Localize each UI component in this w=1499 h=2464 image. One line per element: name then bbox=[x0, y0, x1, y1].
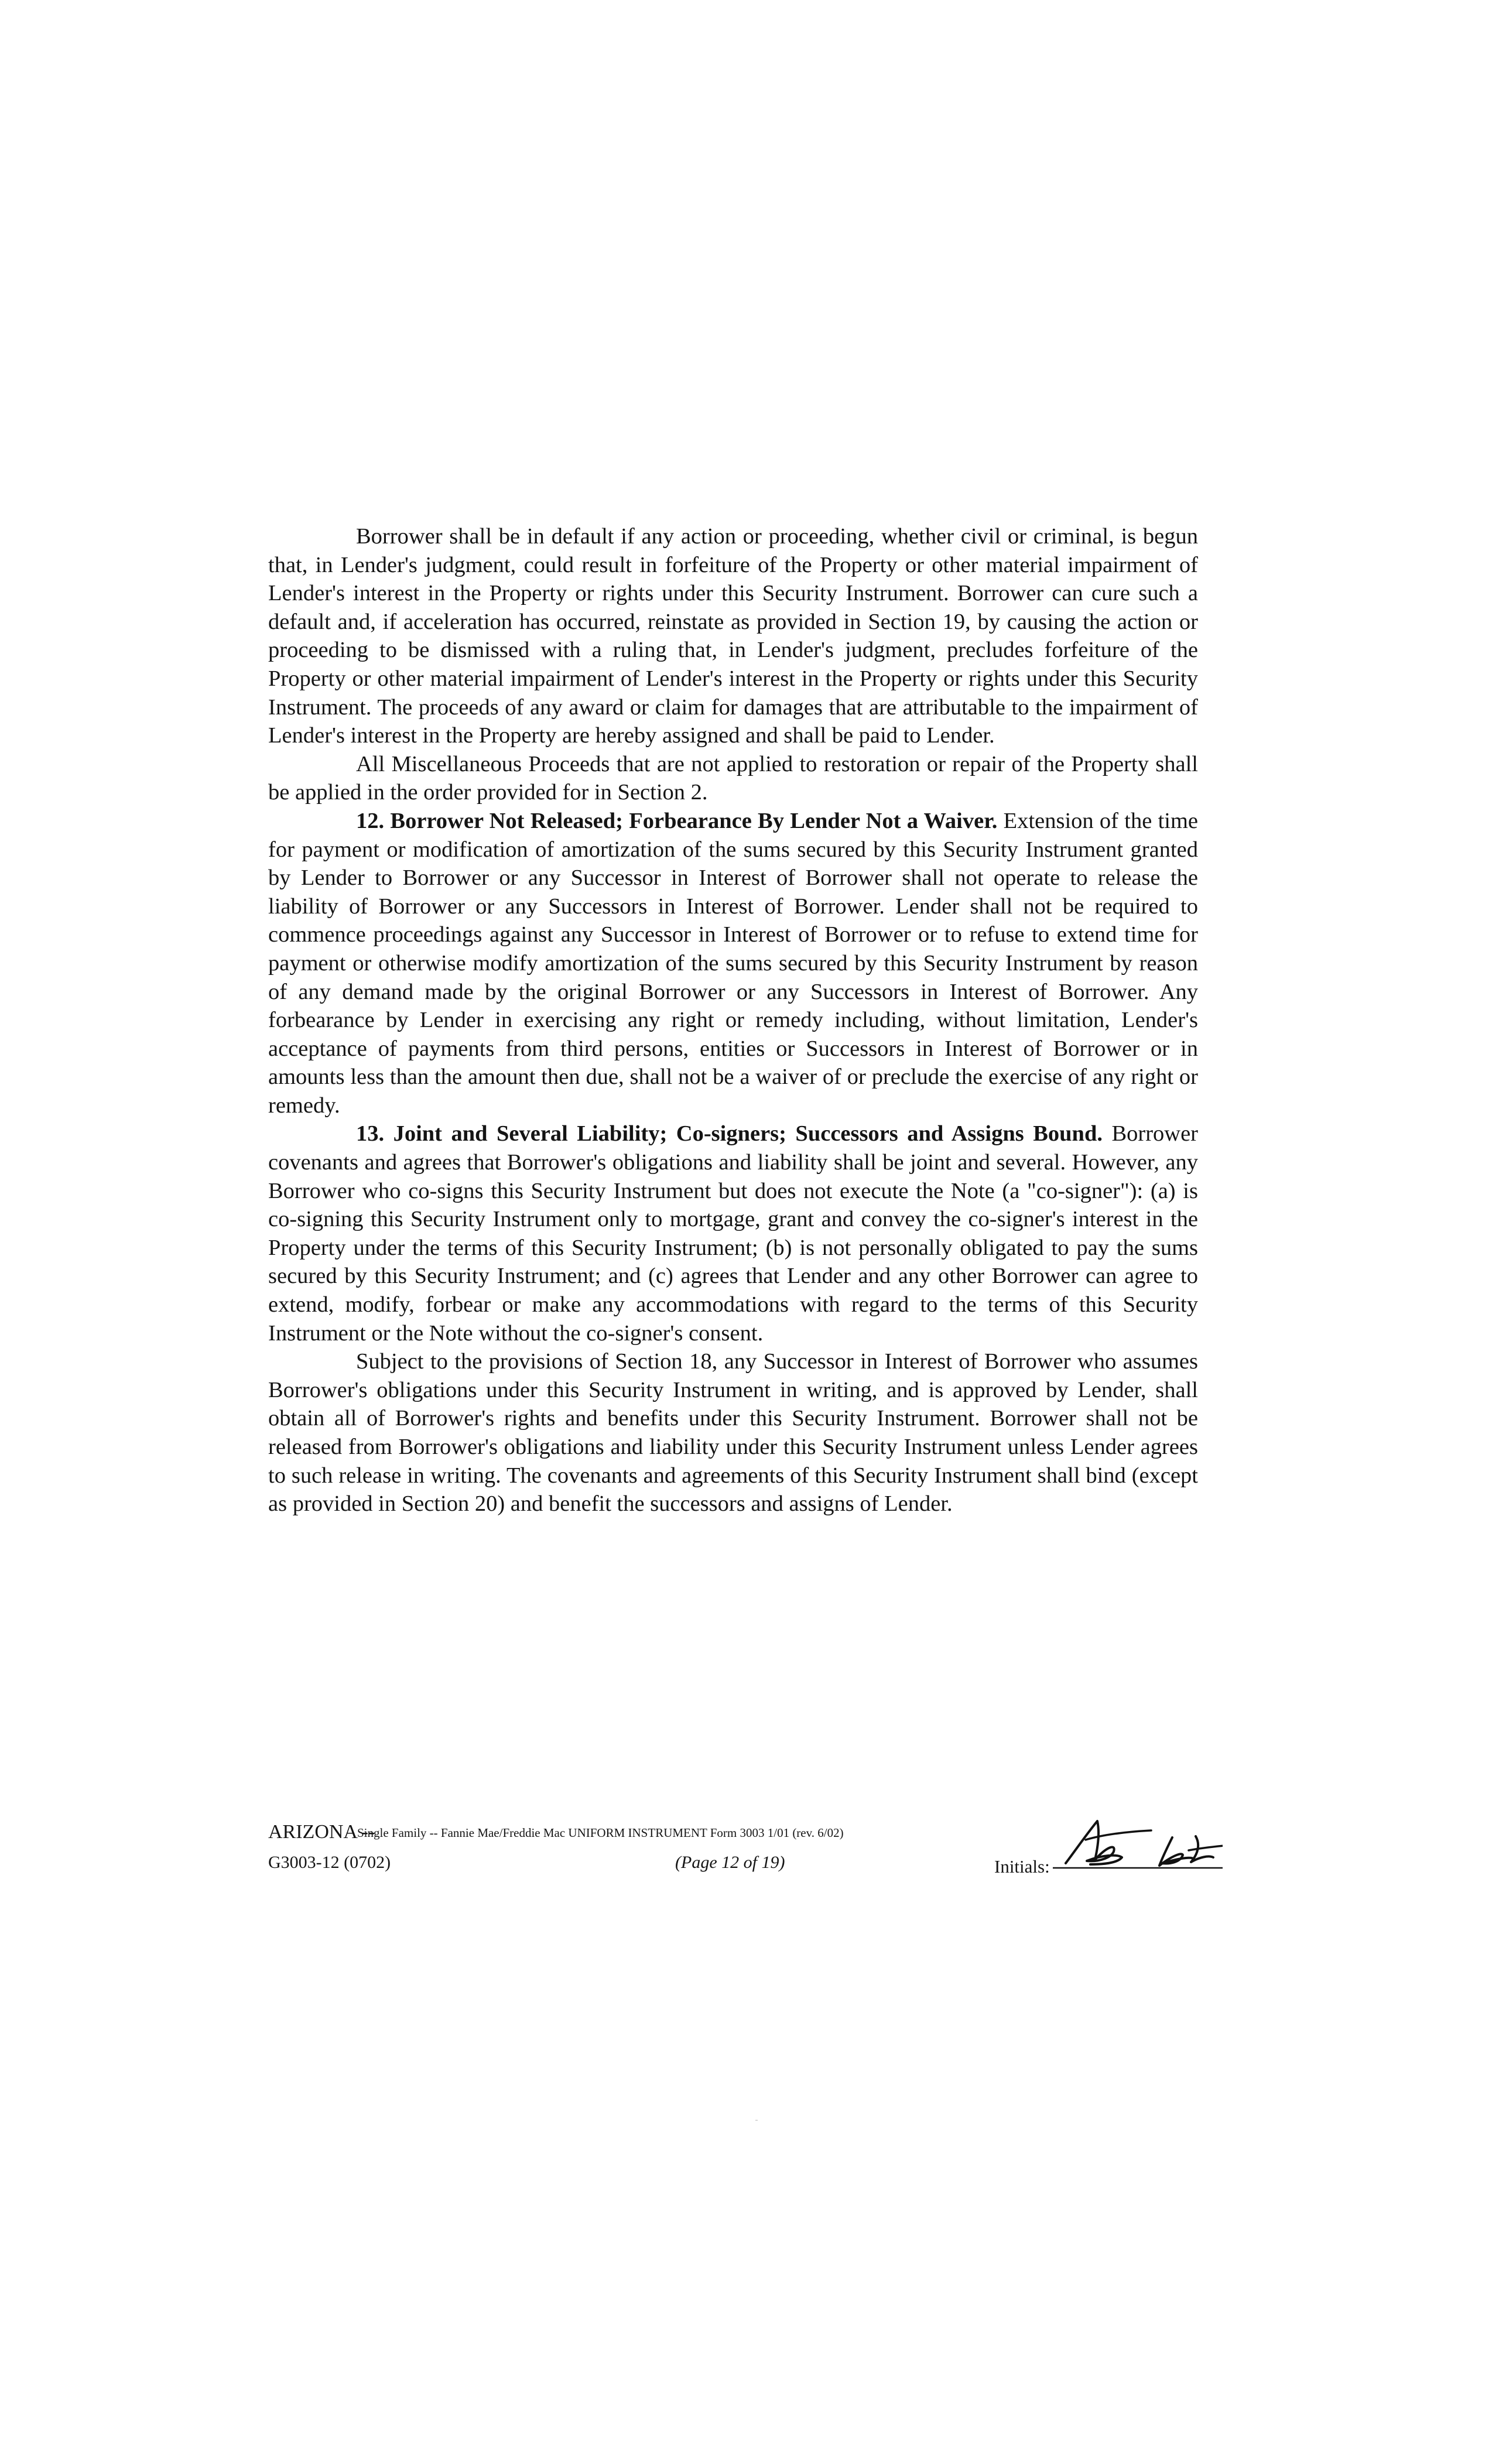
scan-speck bbox=[755, 2120, 758, 2121]
paragraph-successors bbox=[268, 1347, 1198, 1518]
page-footer bbox=[268, 1821, 1234, 1885]
initials-signature bbox=[1053, 1814, 1223, 1878]
footer-state: ARIZONA -- bbox=[268, 1821, 375, 1843]
paragraph-text: Subject to the provisions of Section 18, any Successor in Interest of Borrower who assumes Borrower's obligations under this Security Instrument in writing, and is approved by Lender, shall obtain all of Borrower's rights and benefits under this Security Instrument. Borrower shall not be released from Borrower's obligations and liability under this Security Instrument unless Lender agrees to such release in writing. The covenants and agreements of this Security Instrument shall bind (except as provided in Section 20) and benefit the successors and assigns of Lender. bbox=[268, 1349, 1198, 1517]
paragraph-default-cure bbox=[268, 522, 1198, 750]
paragraph-section-12 bbox=[268, 807, 1198, 1120]
paragraph-text: Borrower shall be in default if any action or proceeding, whether civil or criminal, is begun that, in Lender's judgment, could result in forfeiture of the Property or other material impairment of Lender's interest in the Property or rights under this Security Instrument. Borrower can cure such a default and, if acceleration has occurred, reinstate as provided in Section 19, by causing the action or proceeding to be dismissed with a ruling that, in Lender's judgment, precludes forfeiture of the Property or other material impairment of Lender's interest in the Property or rights under this Security Instrument. The proceeds of any award or claim for damages that are attributable to the impairment of Lender's interest in the Property are hereby assigned and shall be paid to Lender. bbox=[268, 524, 1198, 748]
paragraph-section-13 bbox=[268, 1120, 1198, 1347]
footer-page-number: (Page 12 of 19) bbox=[675, 1853, 785, 1872]
section-13-heading: 13. Joint and Several Liability; Co-signers; Successors and Assigns Bound. bbox=[356, 1121, 1103, 1147]
footer-form-line: Single Family -- Fannie Mae/Freddie Mac UNIFORM INSTRUMENT Form 3003 1/01 (rev. 6/02) bbox=[357, 1826, 844, 1840]
paragraph-text: All Miscellaneous Proceeds that are not applied to restoration or repair of the Property shall be applied in the order provided for in Section 2. bbox=[268, 751, 1198, 805]
paragraph-miscellaneous-proceeds bbox=[268, 750, 1198, 807]
initials-label: Initials: bbox=[994, 1856, 1050, 1877]
section-12-heading: 12. Borrower Not Released; Forbearance By Lender Not a Waiver. bbox=[356, 808, 998, 833]
paragraph-text: Extension of the time for payment or modification of amortization of the sums secured by this Security Instrument granted by Lender to Borrower or any Successor in Interest of Borrower shall not operate to release the liability of Borrower or any Successors in Interest of Borrower. Lender shall not be required to commence proceedings against any Successor in Interest of Borrower or to refuse to extend time for payment or otherwise modify amortization of the sums secured by this Security Instrument by reason of any demand made by the original Borrower or any Successors in Interest of Borrower. Any forbearance by Lender in exercising any right or remedy including, without limitation, Lender's acceptance of payments from third persons, entities or Successors in Interest of Borrower or in amounts less than the amount then due, shall not be a waiver of or preclude the exercise of any right or remedy. bbox=[268, 808, 1198, 1118]
paragraph-text: Borrower covenants and agrees that Borrower's obligations and liability shall be joint and several. However, any Borrower who co-signs this Security Instrument but does not execute the Note (a "co-signer"): (a) is co-signing this Security Instrument only to mortgage, grant and convey the co-signer's interest in the Property under the terms of this Security Instrument; (b) is not personally obligated to pay the sums secured by this Security Instrument; and (c) agrees that Lender and any other Borrower can agree to extend, modify, forbear or make any accommodations with regard to the terms of this Security Instrument or the Note without the co-signer's consent. bbox=[268, 1121, 1198, 1346]
body-text bbox=[268, 522, 1198, 1518]
footer-form-code: G3003-12 (0702) bbox=[268, 1853, 391, 1872]
